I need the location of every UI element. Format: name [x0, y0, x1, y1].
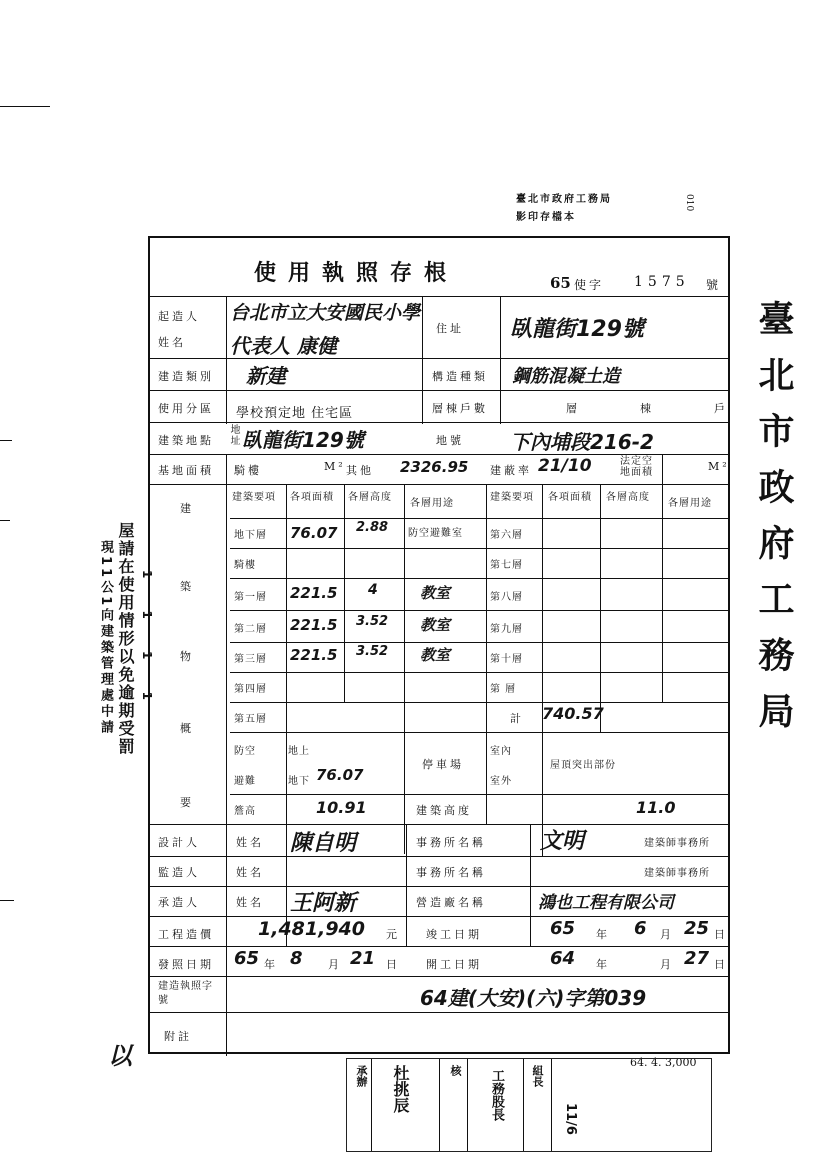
rule — [600, 484, 601, 732]
cost-value: 1,481,940 — [258, 918, 365, 940]
approval-box1-name: 杜挑辰 — [391, 1065, 410, 1113]
rule — [226, 454, 227, 1012]
col-item-head-2: 建築要項 — [490, 492, 534, 503]
builder-rep: 代表人 康健 — [230, 334, 337, 358]
builder-label-2: 姓名 — [158, 336, 186, 349]
rule — [230, 518, 730, 519]
floor2-label: 第二層 — [234, 624, 267, 635]
year-unit: 年 — [596, 928, 610, 941]
doc-number: 1575 — [634, 274, 690, 290]
floor2-area: 221.5 — [290, 616, 338, 634]
approval-box2: 核 — [449, 1065, 462, 1076]
designer-office: 文明 — [540, 829, 585, 854]
designer-value: 陳自明 — [290, 831, 357, 856]
air-raid-label-1: 防空 — [234, 746, 256, 757]
margin-mark — [0, 520, 10, 521]
start-day: 27 — [684, 948, 710, 969]
rule — [344, 484, 345, 702]
household-unit: 戶 — [714, 402, 728, 415]
rule — [404, 484, 405, 854]
name-label: 姓名 — [236, 866, 264, 879]
m2-unit: M² — [324, 460, 346, 473]
legal-open-label: 法定空地面積 — [620, 456, 653, 478]
other-area-value: 2326.95 — [400, 458, 469, 476]
doc-suffix: 號 — [706, 278, 722, 292]
doc-prefix: 使字 — [574, 278, 605, 292]
builder-label-1: 起造人 — [158, 310, 200, 323]
rule — [150, 484, 730, 485]
year-unit: 年 — [264, 958, 278, 971]
site-area-label: 基地面積 — [158, 464, 214, 477]
col-height-head: 各層高度 — [348, 492, 392, 503]
summary-side-3: 物 — [180, 650, 194, 663]
floor2-use: 教室 — [420, 616, 451, 634]
rule — [226, 1012, 227, 1056]
floor1-height: 4 — [368, 582, 378, 598]
col-height-head-2: 各層高度 — [606, 492, 650, 503]
floor1-label: 第一層 — [234, 592, 267, 603]
floor1-use: 教室 — [420, 584, 451, 602]
left-note-col2: 現11公1向建築管理處中請 — [98, 540, 113, 737]
floor7-label: 第七層 — [490, 560, 523, 571]
col-item-head: 建築要項 — [232, 492, 276, 503]
basement-height: 2.88 — [356, 520, 389, 535]
rule — [439, 1059, 440, 1151]
rule — [230, 672, 730, 673]
rule — [542, 484, 543, 856]
day-unit: 日 — [714, 928, 728, 941]
designer-label: 設計人 — [158, 836, 200, 849]
archive-stamp — [512, 184, 738, 230]
basement-use: 防空避難室 — [408, 528, 463, 539]
remarks-label: 附註 — [164, 1030, 192, 1043]
architect-office-label: 建築師事務所 — [644, 838, 710, 849]
structure-type-label: 構造種類 — [432, 370, 488, 383]
contractor-label: 承造人 — [158, 896, 200, 909]
building-height-value: 11.0 — [636, 798, 676, 817]
building-type-value: 新建 — [246, 364, 286, 388]
rule — [500, 296, 501, 424]
rule — [467, 1059, 468, 1151]
completion-year: 65 — [550, 918, 576, 939]
outdoor-label: 室外 — [490, 776, 512, 787]
completion-day: 25 — [684, 918, 710, 939]
eaves-height: 10.91 — [316, 798, 367, 817]
indoor-label: 室內 — [490, 746, 512, 757]
lot-value: 下內埔段216-2 — [510, 430, 654, 454]
shelter-area: 76.07 — [316, 766, 364, 784]
rule — [523, 1059, 524, 1151]
approval-box — [346, 1058, 712, 1152]
lot-label: 地號 — [436, 434, 464, 447]
right-margin-text: 臺北市政府工務局 — [753, 300, 794, 748]
basement-label: 地下層 — [234, 530, 267, 541]
rule — [371, 1059, 372, 1151]
floors-units-label: 層棟戶數 — [432, 402, 488, 415]
permit-label: 建造執照字號 — [158, 981, 213, 1006]
form-title: 使用執照存根 — [254, 260, 459, 286]
floor6-label: 第六層 — [490, 530, 523, 541]
col-use-head: 各層用途 — [410, 498, 454, 509]
floor2-height: 3.52 — [356, 614, 389, 629]
cost-label: 工程造價 — [158, 928, 214, 941]
issue-month: 8 — [290, 948, 303, 969]
rule — [150, 824, 730, 825]
site-location-sub: 地址 — [228, 424, 239, 446]
rule — [230, 732, 730, 733]
issue-label: 發照日期 — [158, 958, 214, 971]
floor3-label: 第三層 — [234, 654, 267, 665]
archive-stamp-line2: 影印存檔本 — [516, 212, 576, 223]
rule — [530, 824, 531, 946]
air-raid-label-2: 避難 — [234, 776, 256, 787]
basement-area: 76.07 — [290, 524, 338, 542]
other-label: 其他 — [346, 464, 374, 477]
coverage-value: 21/10 — [538, 456, 592, 476]
approval-box3-sub: 11/6 — [563, 1103, 578, 1135]
summary-side-1: 建 — [180, 502, 194, 515]
approval-box1: 承辦 — [355, 1065, 368, 1087]
structure-type-value: 鋼筋混凝土造 — [512, 366, 620, 387]
rule — [150, 976, 730, 977]
floor9-label: 第九層 — [490, 624, 523, 635]
site-location-label: 建築地點 — [158, 434, 214, 447]
start-label: 開工日期 — [426, 958, 482, 971]
completion-label: 竣工日期 — [426, 928, 482, 941]
rule — [230, 610, 730, 611]
floor8-label: 第八層 — [490, 592, 523, 603]
day-unit: 日 — [714, 958, 728, 971]
rule — [422, 296, 423, 424]
archive-stamp-line1: 臺北市政府工務局 — [516, 194, 612, 205]
issue-day: 21 — [350, 948, 376, 969]
floor-unit: 層 — [566, 402, 580, 415]
rule — [406, 824, 407, 946]
rule — [226, 296, 227, 424]
zoning-label: 使用分區 — [158, 402, 214, 415]
margin-mark — [0, 900, 14, 901]
m2-unit: M² — [708, 460, 730, 473]
doc-year: 65 — [550, 274, 571, 292]
total-area: 740.57 — [542, 704, 604, 723]
office-name-label: 事務所名稱 — [416, 866, 486, 879]
margin-mark — [0, 440, 12, 441]
col-use-head-2: 各層用途 — [668, 498, 712, 509]
month-unit: 月 — [328, 958, 342, 971]
firm-name-label: 營造廠名稱 — [416, 896, 486, 909]
month-unit: 月 — [660, 958, 674, 971]
misc-mark: 以 — [108, 1042, 132, 1070]
month-unit: 月 — [660, 928, 674, 941]
arcade-row-label: 騎樓 — [234, 560, 256, 571]
address-label: 住址 — [436, 322, 464, 335]
eaves-label: 簷高 — [234, 806, 256, 817]
floor3-area: 221.5 — [290, 646, 338, 664]
building-type-label: 建造類別 — [158, 370, 214, 383]
left-note-col1: 屋請在使用情形以免逾期受罰 — [116, 522, 135, 756]
permit-form — [148, 236, 730, 1054]
roof-label: 屋頂突出部份 — [550, 760, 616, 771]
approval-box3: 組長 — [531, 1065, 544, 1087]
footer-code: 64. 4. 3,000 — [630, 1056, 697, 1069]
issue-year: 65 — [234, 948, 260, 969]
rule — [230, 642, 730, 643]
address-value: 臥龍街129號 — [510, 317, 644, 342]
floor-n-label: 第 層 — [490, 684, 517, 695]
col-area-head-2: 各項面積 — [548, 492, 592, 503]
rule — [551, 1059, 552, 1151]
zoning-value: 學校預定地 住宅區 — [236, 406, 354, 421]
arcade-label: 騎樓 — [234, 464, 262, 477]
total-label: 計 — [510, 712, 524, 725]
left-note-col3: 1 1 1 1 — [140, 570, 154, 714]
rule — [230, 794, 730, 795]
underground-label: 地下 — [288, 776, 310, 787]
rule — [150, 856, 730, 857]
floor3-height: 3.52 — [356, 644, 389, 659]
margin-mark — [0, 106, 50, 107]
approval-box2-sub: 工務股長 — [489, 1069, 504, 1121]
summary-side-4: 概 — [180, 722, 194, 735]
rule — [286, 484, 287, 824]
rule — [230, 702, 730, 703]
yuan-unit: 元 — [386, 928, 400, 941]
start-year: 64 — [550, 948, 576, 969]
builder-name: 台北市立大安國民小學 — [230, 302, 421, 324]
permit-value: 64建(大安)(六)字第039 — [420, 986, 647, 1010]
rule — [150, 390, 730, 391]
building-unit: 棟 — [640, 402, 654, 415]
name-label: 姓名 — [236, 836, 264, 849]
summary-side-2: 築 — [180, 580, 194, 593]
rule — [150, 946, 730, 947]
parking-label: 停車場 — [422, 758, 464, 771]
completion-month: 6 — [634, 918, 647, 939]
year-unit: 年 — [596, 958, 610, 971]
floor4-label: 第四層 — [234, 684, 267, 695]
rule — [230, 548, 730, 549]
rule — [150, 296, 730, 297]
rule — [150, 886, 730, 887]
rule — [150, 916, 730, 917]
day-unit: 日 — [386, 958, 400, 971]
rule — [230, 578, 730, 579]
name-label: 姓名 — [236, 896, 264, 909]
supervisor-label: 監造人 — [158, 866, 200, 879]
contractor-firm: 鴻也工程有限公司 — [538, 893, 674, 913]
building-height-label: 建築高度 — [416, 804, 472, 817]
floor1-area: 221.5 — [290, 584, 338, 602]
coverage-label: 建蔽率 — [490, 464, 532, 477]
rule — [150, 1012, 730, 1013]
summary-side-5: 要 — [180, 796, 194, 809]
rule — [486, 484, 487, 824]
ground-label: 地上 — [288, 746, 310, 757]
rule — [662, 454, 663, 702]
col-area-head: 各項面積 — [290, 492, 334, 503]
floor5-label: 第五層 — [234, 714, 267, 725]
floor3-use: 教室 — [420, 646, 451, 664]
rule — [150, 422, 730, 423]
architect-office-label: 建築師事務所 — [644, 868, 710, 879]
office-name-label: 事務所名稱 — [416, 836, 486, 849]
site-location-value: 臥龍街129號 — [242, 428, 364, 452]
archive-stamp-line3: 010 — [684, 194, 694, 212]
floor10-label: 第十層 — [490, 654, 523, 665]
contractor-value: 王阿新 — [290, 891, 357, 916]
